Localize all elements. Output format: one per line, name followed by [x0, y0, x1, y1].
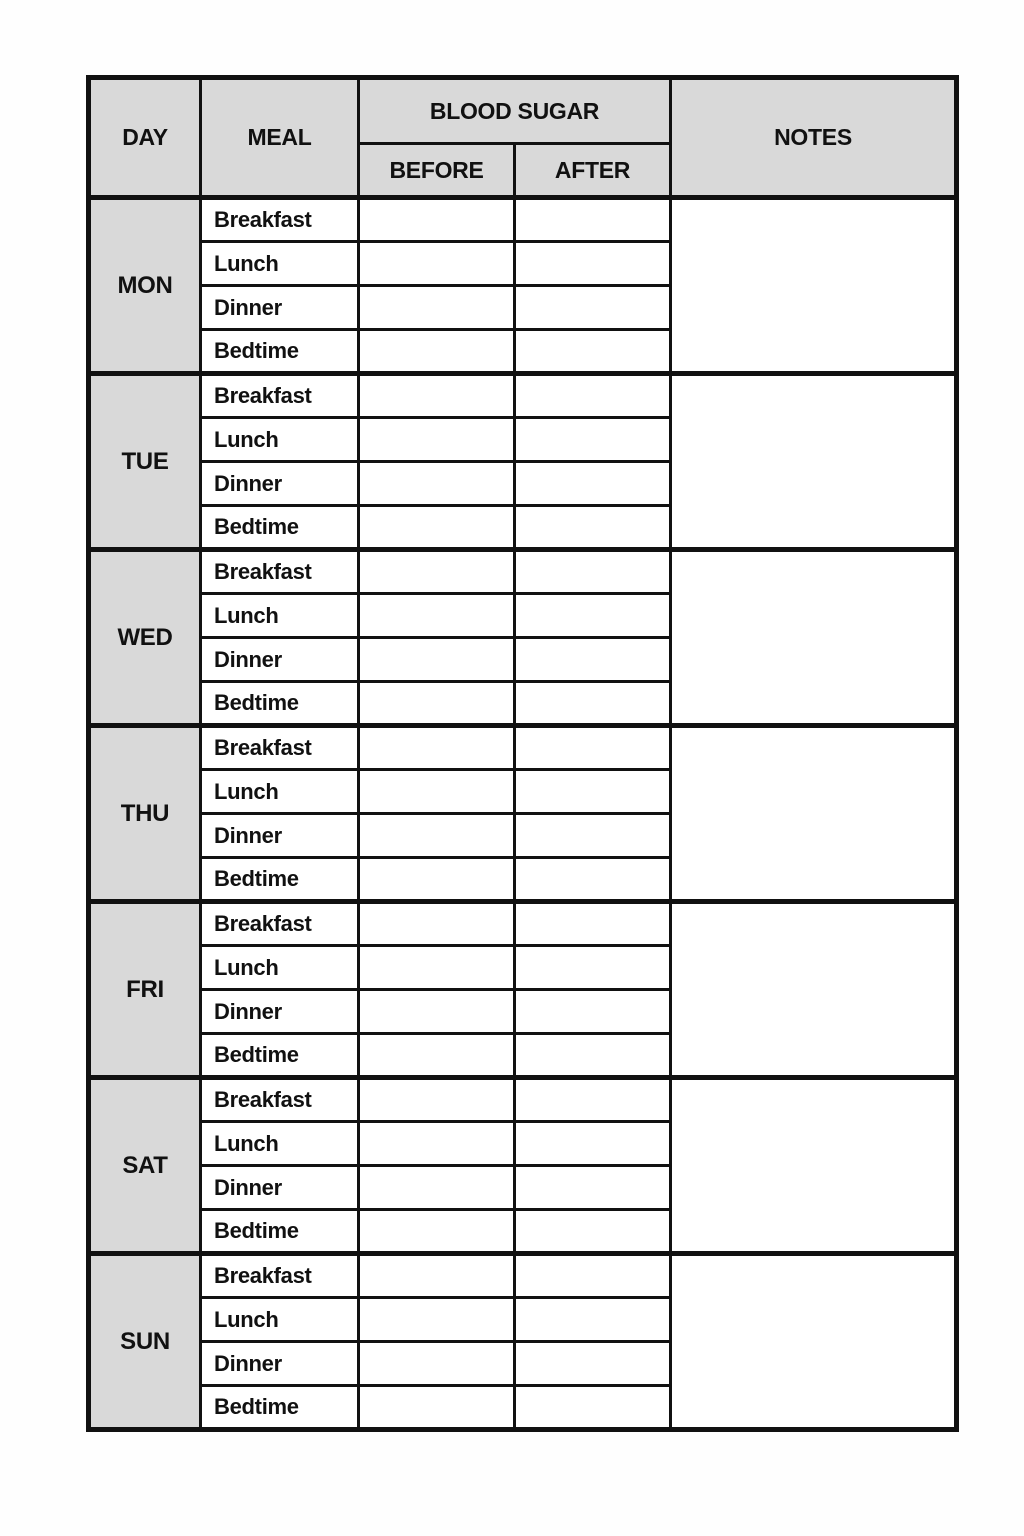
after-entry-cell[interactable] — [515, 1166, 671, 1210]
meal-cell: Dinner — [201, 990, 359, 1034]
after-entry-cell[interactable] — [515, 726, 671, 770]
before-entry-cell[interactable] — [359, 814, 515, 858]
after-entry-cell[interactable] — [515, 462, 671, 506]
table-body — [89, 198, 957, 1430]
notes-entry-cell[interactable] — [671, 198, 957, 374]
after-entry-cell[interactable] — [515, 330, 671, 374]
after-entry-cell[interactable] — [515, 594, 671, 638]
meal-cell: Breakfast — [201, 374, 359, 418]
before-entry-cell[interactable] — [359, 946, 515, 990]
table-row — [89, 726, 957, 770]
header-notes: NOTES — [671, 78, 957, 198]
meal-cell: Breakfast — [201, 198, 359, 242]
after-entry-cell[interactable] — [515, 550, 671, 594]
before-entry-cell[interactable] — [359, 418, 515, 462]
after-entry-cell[interactable] — [515, 1078, 671, 1122]
before-entry-cell[interactable] — [359, 682, 515, 726]
header-before: BEFORE — [359, 144, 515, 198]
meal-cell: Lunch — [201, 770, 359, 814]
after-entry-cell[interactable] — [515, 418, 671, 462]
table-row — [89, 1078, 957, 1122]
after-entry-cell[interactable] — [515, 770, 671, 814]
meal-cell: Lunch — [201, 418, 359, 462]
before-entry-cell[interactable] — [359, 1298, 515, 1342]
before-entry-cell[interactable] — [359, 198, 515, 242]
before-entry-cell[interactable] — [359, 1342, 515, 1386]
before-entry-cell[interactable] — [359, 374, 515, 418]
before-entry-cell[interactable] — [359, 1122, 515, 1166]
after-entry-cell[interactable] — [515, 990, 671, 1034]
day-cell-fri: FRI — [89, 902, 201, 1078]
after-entry-cell[interactable] — [515, 374, 671, 418]
day-cell-sun: SUN — [89, 1254, 201, 1430]
header-meal: MEAL — [201, 78, 359, 198]
notes-entry-cell[interactable] — [671, 726, 957, 902]
meal-cell: Breakfast — [201, 726, 359, 770]
before-entry-cell[interactable] — [359, 1078, 515, 1122]
day-cell-sat: SAT — [89, 1078, 201, 1254]
before-entry-cell[interactable] — [359, 1034, 515, 1078]
table-row — [89, 1254, 957, 1298]
before-entry-cell[interactable] — [359, 242, 515, 286]
before-entry-cell[interactable] — [359, 858, 515, 902]
before-entry-cell[interactable] — [359, 726, 515, 770]
day-cell-wed: WED — [89, 550, 201, 726]
after-entry-cell[interactable] — [515, 902, 671, 946]
day-cell-tue: TUE — [89, 374, 201, 550]
meal-cell: Dinner — [201, 638, 359, 682]
meal-cell: Bedtime — [201, 1210, 359, 1254]
meal-cell: Bedtime — [201, 1386, 359, 1430]
day-cell-thu: THU — [89, 726, 201, 902]
after-entry-cell[interactable] — [515, 1298, 671, 1342]
meal-cell: Lunch — [201, 1122, 359, 1166]
table-row — [89, 374, 957, 418]
before-entry-cell[interactable] — [359, 550, 515, 594]
before-entry-cell[interactable] — [359, 330, 515, 374]
after-entry-cell[interactable] — [515, 946, 671, 990]
notes-entry-cell[interactable] — [671, 1254, 957, 1430]
before-entry-cell[interactable] — [359, 1210, 515, 1254]
before-entry-cell[interactable] — [359, 506, 515, 550]
before-entry-cell[interactable] — [359, 770, 515, 814]
after-entry-cell[interactable] — [515, 814, 671, 858]
meal-cell: Bedtime — [201, 682, 359, 726]
meal-cell: Dinner — [201, 1166, 359, 1210]
after-entry-cell[interactable] — [515, 1386, 671, 1430]
after-entry-cell[interactable] — [515, 1342, 671, 1386]
after-entry-cell[interactable] — [515, 1034, 671, 1078]
table-header — [89, 78, 957, 198]
header-day: DAY — [89, 78, 201, 198]
meal-cell: Dinner — [201, 814, 359, 858]
after-entry-cell[interactable] — [515, 858, 671, 902]
meal-cell: Dinner — [201, 1342, 359, 1386]
meal-cell: Lunch — [201, 594, 359, 638]
table-row — [89, 550, 957, 594]
blood-sugar-log-table — [86, 75, 959, 1432]
after-entry-cell[interactable] — [515, 682, 671, 726]
meal-cell: Breakfast — [201, 550, 359, 594]
meal-cell: Breakfast — [201, 1254, 359, 1298]
meal-cell: Lunch — [201, 1298, 359, 1342]
meal-cell: Bedtime — [201, 330, 359, 374]
before-entry-cell[interactable] — [359, 1254, 515, 1298]
after-entry-cell[interactable] — [515, 1254, 671, 1298]
day-cell-mon: MON — [89, 198, 201, 374]
notes-entry-cell[interactable] — [671, 374, 957, 550]
meal-cell: Bedtime — [201, 1034, 359, 1078]
meal-cell: Breakfast — [201, 1078, 359, 1122]
before-entry-cell[interactable] — [359, 638, 515, 682]
after-entry-cell[interactable] — [515, 1122, 671, 1166]
before-entry-cell[interactable] — [359, 902, 515, 946]
header-blood-sugar: BLOOD SUGAR — [359, 78, 671, 144]
before-entry-cell[interactable] — [359, 594, 515, 638]
meal-cell: Lunch — [201, 946, 359, 990]
meal-cell: Lunch — [201, 242, 359, 286]
meal-cell: Breakfast — [201, 902, 359, 946]
before-entry-cell[interactable] — [359, 462, 515, 506]
meal-cell: Dinner — [201, 286, 359, 330]
before-entry-cell[interactable] — [359, 1166, 515, 1210]
before-entry-cell[interactable] — [359, 1386, 515, 1430]
meal-cell: Bedtime — [201, 858, 359, 902]
after-entry-cell[interactable] — [515, 1210, 671, 1254]
meal-cell: Dinner — [201, 462, 359, 506]
notes-entry-cell[interactable] — [671, 1078, 957, 1254]
after-entry-cell[interactable] — [515, 286, 671, 330]
table-row — [89, 902, 957, 946]
before-entry-cell[interactable] — [359, 990, 515, 1034]
notes-entry-cell[interactable] — [671, 550, 957, 726]
before-entry-cell[interactable] — [359, 286, 515, 330]
notes-entry-cell[interactable] — [671, 902, 957, 1078]
meal-cell: Bedtime — [201, 506, 359, 550]
after-entry-cell[interactable] — [515, 198, 671, 242]
table-row — [89, 198, 957, 242]
after-entry-cell[interactable] — [515, 506, 671, 550]
after-entry-cell[interactable] — [515, 242, 671, 286]
header-after: AFTER — [515, 144, 671, 198]
after-entry-cell[interactable] — [515, 638, 671, 682]
